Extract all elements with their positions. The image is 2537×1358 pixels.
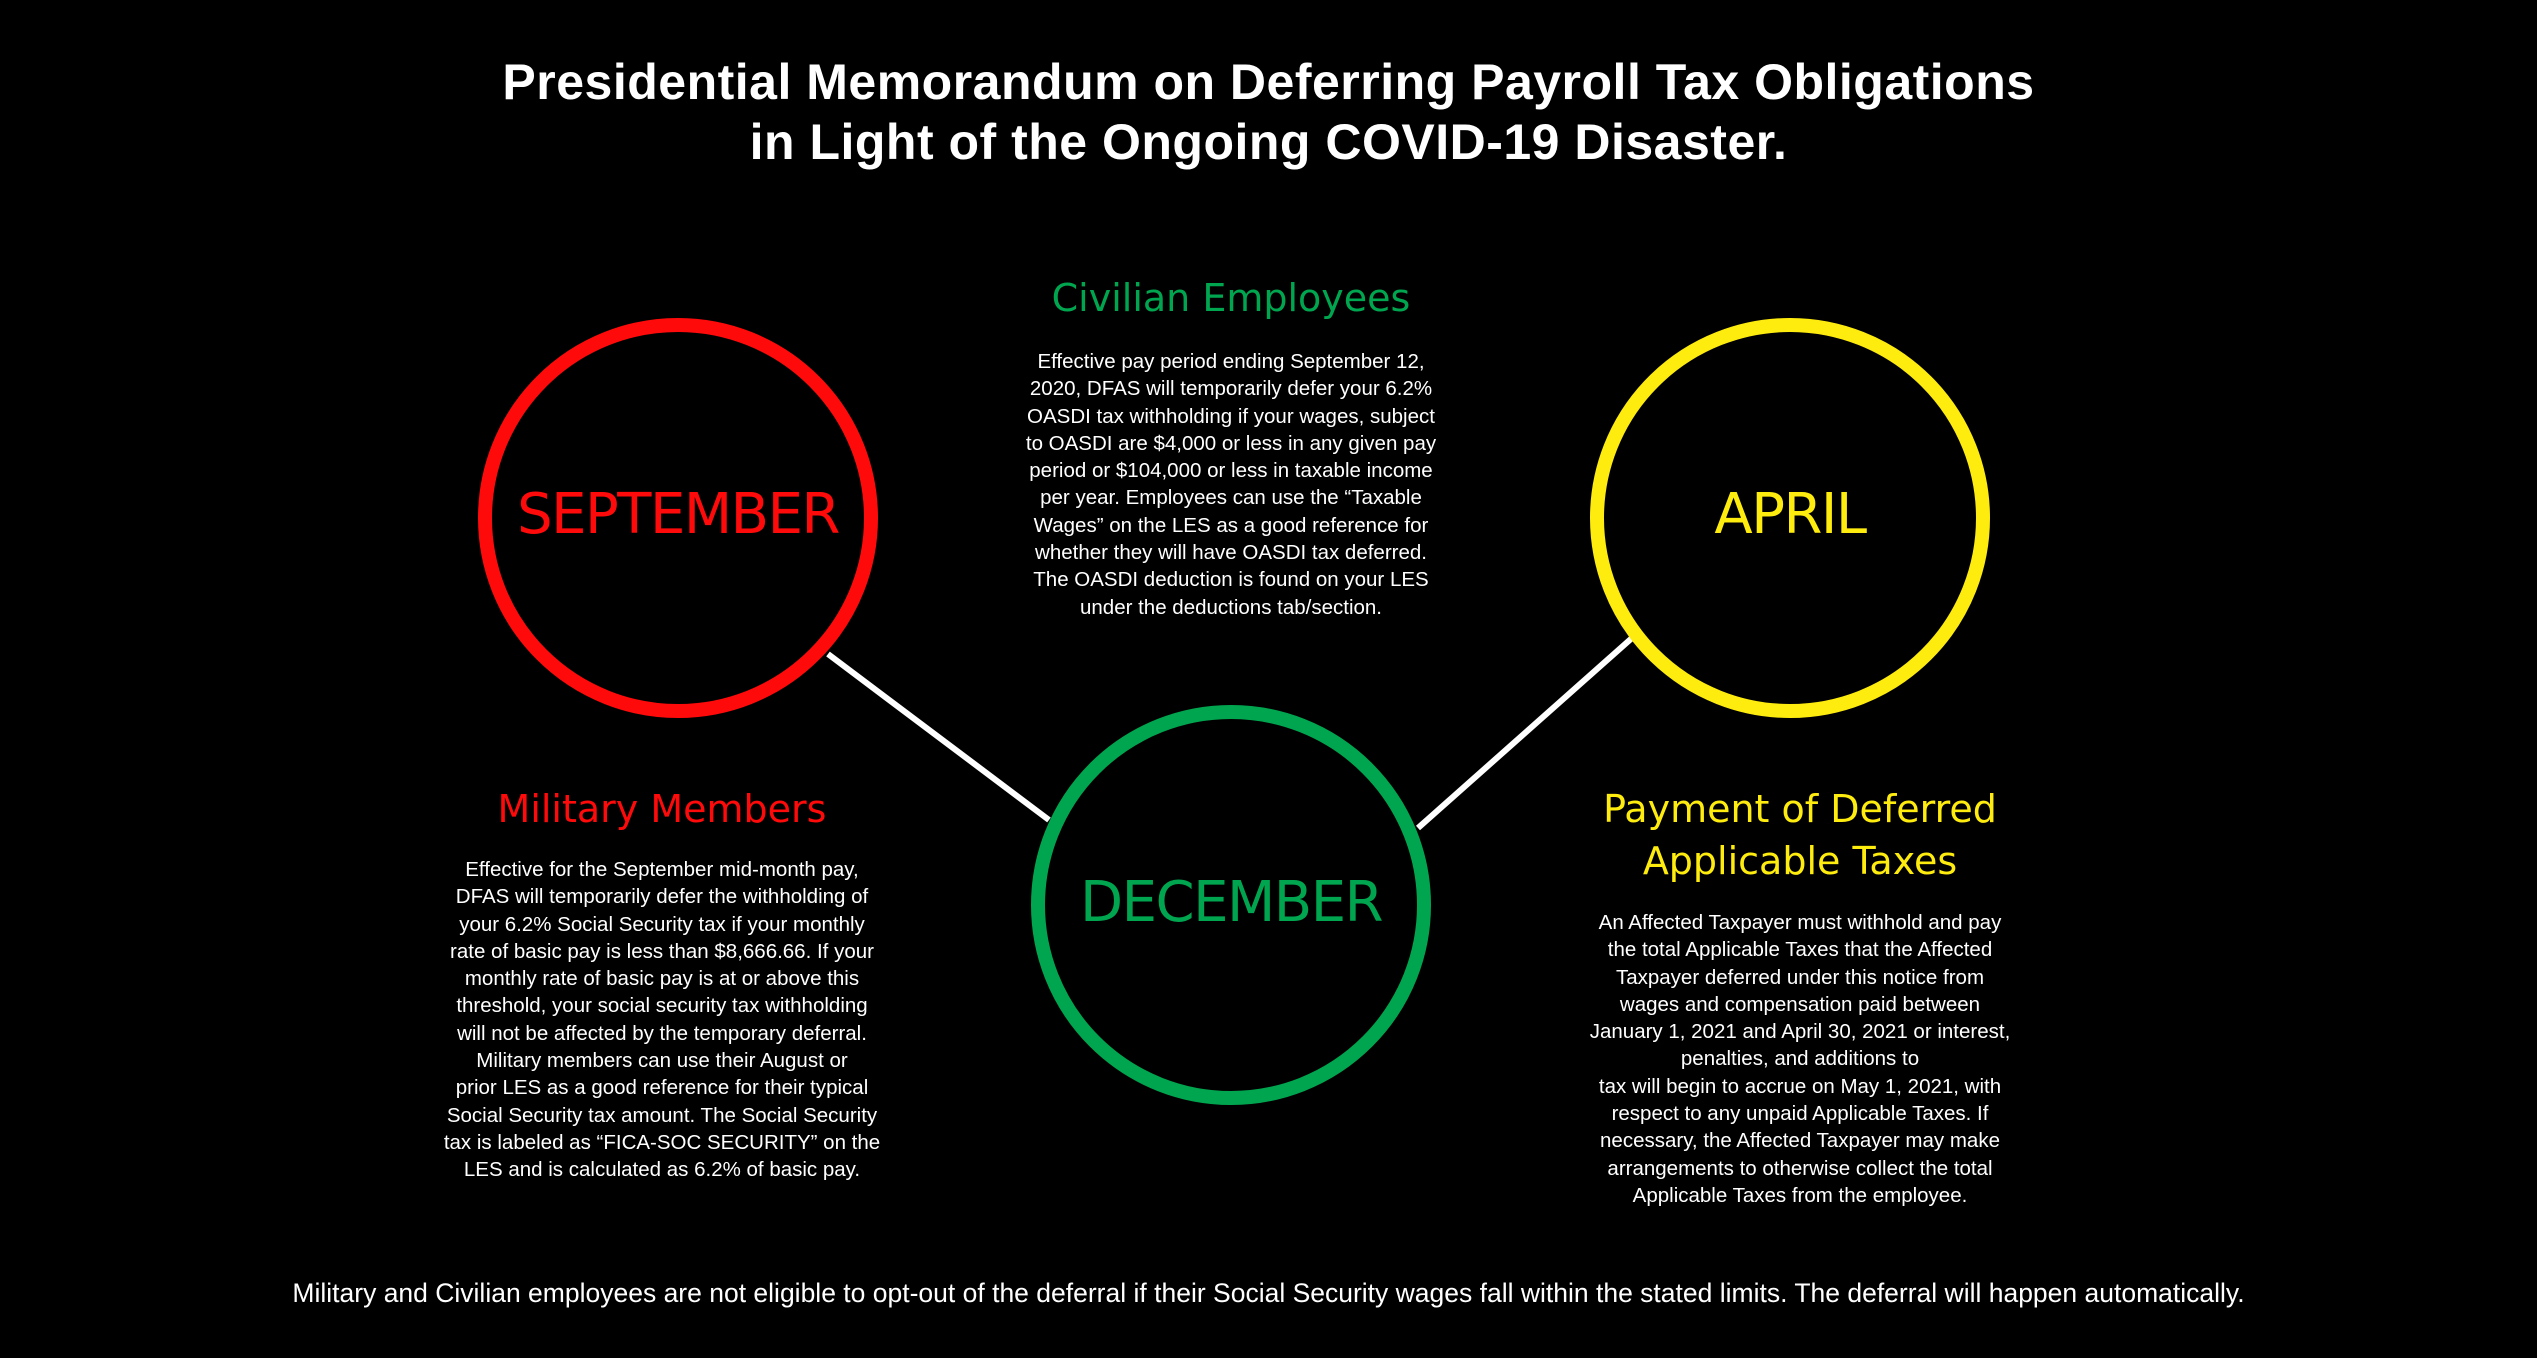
payment-body-line: necessary, the Affected Taxpayer may make xyxy=(1600,1129,2000,1153)
military-heading: Military Members xyxy=(497,787,827,831)
military-body-line: LES and is calculated as 6.2% of basic pay. xyxy=(463,1158,861,1182)
military-body-line: Effective for the September mid-month pay, xyxy=(465,858,859,881)
payment-body-line: An Affected Taxpayer must withhold and pay xyxy=(1598,911,2002,934)
civilian-body-line: OASDI tax withholding if your wages, subject xyxy=(1027,404,1435,428)
payment-heading xyxy=(1500,783,2100,887)
civilian-body-line: whether they will have OASDI tax deferred. xyxy=(1035,541,1427,565)
payment-heading-line-2: Applicable Taxes xyxy=(1642,839,1958,883)
december-label: DECEMBER xyxy=(1079,870,1382,935)
civilian-body-line: Wages” on the LES as a good reference for xyxy=(1033,513,1429,537)
payment-body-line: January 1, 2021 and April 30, 2021 or interest, xyxy=(1589,1020,2011,1044)
payment-body xyxy=(1500,909,2100,1209)
payment-body-line: tax will begin to accrue on May 1, 2021, with xyxy=(1598,1074,2002,1098)
april-label: APRIL xyxy=(1714,482,1866,547)
civilian-body xyxy=(931,348,1531,621)
title-line-2: in Light of the Ongoing COVID-19 Disaster. xyxy=(749,114,1788,170)
payment-body-line: Applicable Taxes from the employee. xyxy=(1632,1183,1968,1207)
title-line-1: Presidential Memorandum on Deferring Payroll Tax Obligations xyxy=(502,54,2035,110)
civilian-heading: Civilian Employees xyxy=(1051,276,1411,320)
civilian-body-line: per year. Employees can use the “Taxable xyxy=(1040,486,1422,510)
military-body-line: threshold, your social security tax withholding xyxy=(456,994,868,1018)
military-body-line: monthly rate of basic pay is at or above this xyxy=(464,967,860,991)
civilian-body-line: to OASDI are $4,000 or less in any given pay xyxy=(1025,431,1437,455)
footer-note: Military and Civilian employees are not eligible to opt-out of the deferral if their Social Security wages fall within the stated limits. The deferral will happen automatically. xyxy=(292,1278,2245,1308)
civilian-body-line: 2020, DFAS will temporarily defer your 6.2% xyxy=(1029,377,1433,401)
payment-body-line: penalties, and additions to xyxy=(1680,1047,1920,1071)
military-body xyxy=(362,856,962,1184)
civilian-body-line: under the deductions tab/section. xyxy=(1079,595,1382,619)
payment-body-line: the total Applicable Taxes that the Affected xyxy=(1607,938,1993,962)
military-body-line: rate of basic pay is less than $8,666.66. If your xyxy=(450,939,874,963)
payment-heading-line-1: Payment of Deferred xyxy=(1603,787,1997,831)
payment-body-line: respect to any unpaid Applicable Taxes. If xyxy=(1611,1102,1989,1126)
military-body-line: DFAS will temporarily defer the withholding of xyxy=(455,885,869,909)
payment-body-line: Taxpayer deferred under this notice from xyxy=(1615,965,1985,989)
military-body-line: Military members can use their August or xyxy=(476,1049,848,1073)
military-body-line: will not be affected by the temporary deferral. xyxy=(457,1021,867,1045)
military-body-line: your 6.2% Social Security tax if your monthly xyxy=(459,912,865,936)
september-label: SEPTEMBER xyxy=(517,482,839,547)
civilian-body-line: The OASDI deduction is found on your LES xyxy=(1033,568,1429,592)
military-body-line: Social Security tax amount. The Social Security xyxy=(446,1103,878,1127)
civilian-body-line: period or $104,000 or less in taxable income xyxy=(1029,459,1433,483)
military-body-line: tax is labeled as “FICA-SOC SECURITY” on the xyxy=(443,1130,881,1154)
payment-body-line: arrangements to otherwise collect the total xyxy=(1607,1156,1993,1180)
civilian-body-line: Effective pay period ending September 12, xyxy=(1037,350,1425,373)
payment-body-line: wages and compensation paid between xyxy=(1619,992,1981,1016)
military-body-line: prior LES as a good reference for their typical xyxy=(455,1076,869,1100)
